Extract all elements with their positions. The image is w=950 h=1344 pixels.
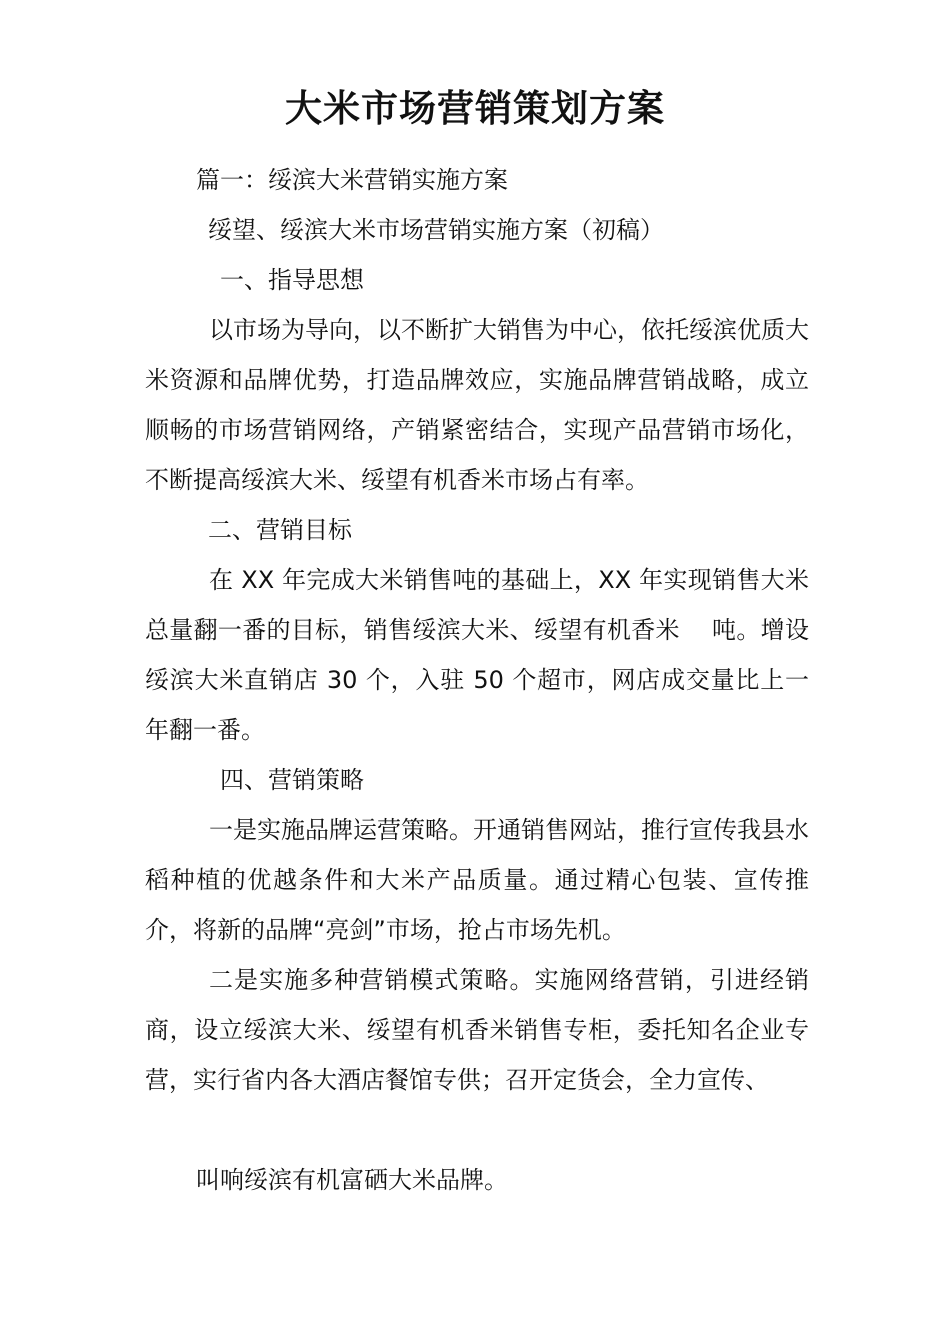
paragraph-strategy-modes: 二是实施多种营销模式策略。实施网络营销，引进经销商，设立绥滨大米、绥望有机香米销售专柜，委托知名企业专营，实行省内各大酒店餐馆专供；召开定货会，全力宣传、 bbox=[145, 966, 809, 1094]
subtitle-one: 篇一：绥滨大米营销实施方案 bbox=[196, 166, 508, 194]
paragraph-strategy-brand: 一是实施品牌运营策略。开通销售网站，推行宣传我县水稻种植的优越条件和大米产品质量。通过精心包装、宣传推介，将新的品牌“亮剑”市场，抢占市场先机。 bbox=[145, 816, 809, 944]
paragraph-guiding: 以市场为导向，以不断扩大销售为中心，依托绥滨优质大米资源和品牌优势，打造品牌效应，实施品牌营销战略，成立顺畅的市场营销网络，产销紧密结合，实现产品营销市场化，不断提高绥滨大米、绥望有机香米市场占有率。 bbox=[145, 316, 809, 494]
section-heading-guiding: 一、指导思想 bbox=[220, 266, 364, 294]
document-title: 大米市场营销策划方案 bbox=[285, 86, 665, 130]
section-heading-strategy: 四、营销策略 bbox=[220, 766, 364, 794]
paragraph-goal: 在 XX 年完成大米销售吨的基础上，XX 年实现销售大米总量翻一番的目标，销售绥滨大米、绥望有机香米 吨。增设绥滨大米直销店 30 个，入驻 50 个超市，网店成交量比上一年翻一番。 bbox=[145, 566, 809, 744]
subtitle-two: 绥望、绥滨大米市场营销实施方案（初稿） bbox=[208, 216, 664, 244]
section-heading-goal: 二、营销目标 bbox=[208, 516, 352, 544]
closing-line: 叫响绥滨有机富硒大米品牌。 bbox=[196, 1166, 508, 1194]
